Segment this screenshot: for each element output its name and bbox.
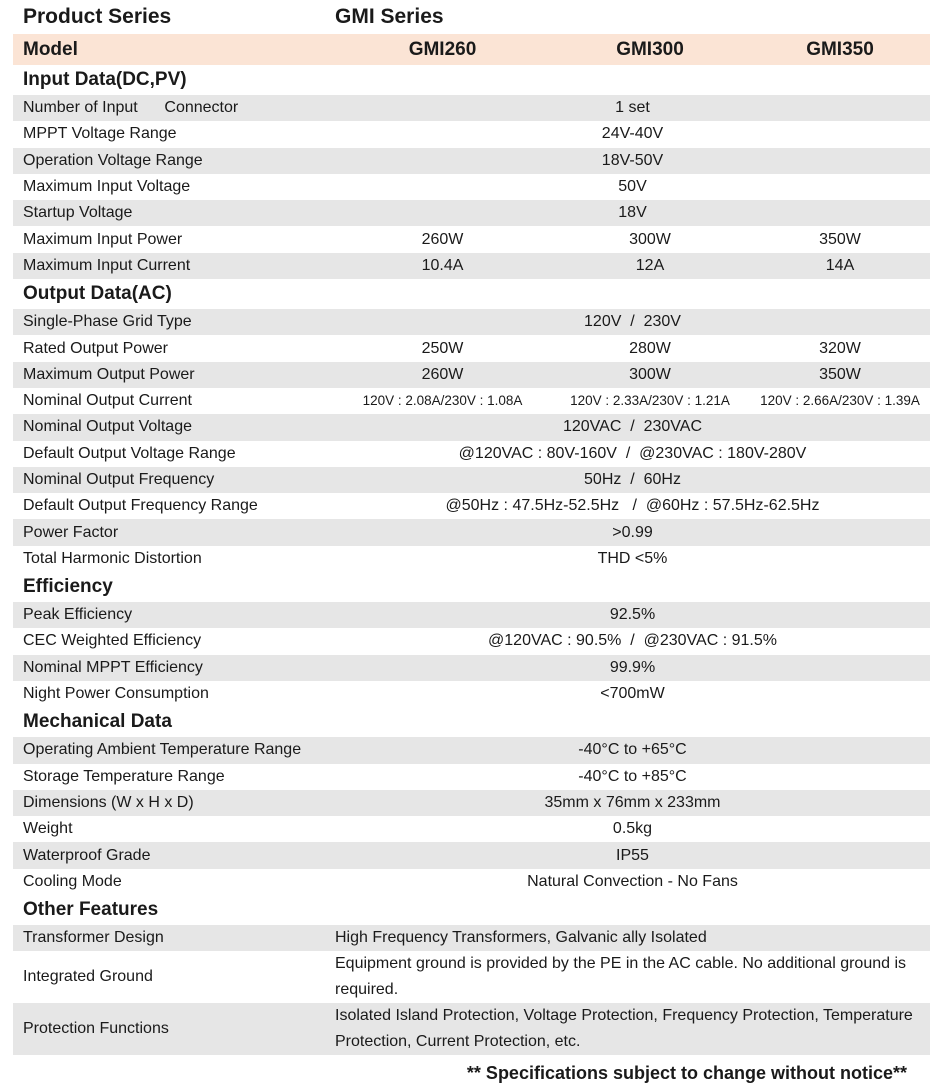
spec-value: @120VAC : 90.5% / @230VAC : 91.5% bbox=[488, 632, 777, 650]
spec-label: MPPT Voltage Range bbox=[23, 125, 177, 143]
model-header-row bbox=[13, 34, 930, 65]
section-title: Efficiency bbox=[23, 576, 113, 598]
section-title: Other Features bbox=[23, 899, 159, 921]
spec-row bbox=[13, 681, 930, 707]
spec-label: Startup Voltage bbox=[23, 204, 133, 222]
spec-value: 120V : 2.66A/230V : 1.39A bbox=[760, 393, 920, 409]
model-gmi260: GMI260 bbox=[408, 38, 477, 60]
spec-label: Operating Ambient Temperature Range bbox=[23, 741, 302, 759]
spec-sheet bbox=[13, 0, 930, 1055]
spec-value: 260W bbox=[421, 230, 464, 248]
spec-label: Nominal MPPT Efficiency bbox=[23, 658, 203, 676]
spec-value: 120V : 2.08A/230V : 1.08A bbox=[362, 393, 523, 409]
spec-value: 14A bbox=[825, 256, 855, 274]
spec-value: 300W bbox=[629, 365, 671, 383]
spec-value: -40°C to +85°C bbox=[578, 767, 687, 785]
spec-label: Nominal Output Frequency bbox=[23, 471, 215, 488]
spec-row bbox=[13, 121, 930, 147]
section-title: Input Data(DC,PV) bbox=[23, 69, 187, 90]
spec-value: 50V bbox=[618, 178, 647, 196]
spec-label: Maximum Output Power bbox=[23, 365, 195, 383]
spec-value: 320W bbox=[819, 339, 861, 357]
spec-label: Default Output Frequency Range bbox=[23, 497, 258, 515]
spec-label: Transformer Design bbox=[23, 929, 164, 947]
spec-row bbox=[13, 200, 930, 226]
section-mechanical-data bbox=[13, 707, 930, 737]
spec-value: 280W bbox=[629, 339, 671, 357]
spec-value: 350W bbox=[819, 365, 861, 383]
spec-label: Night Power Consumption bbox=[23, 685, 209, 703]
spec-value: @50Hz : 47.5Hz-52.5Hz / @60Hz : 57.5Hz-62.5Hz bbox=[445, 497, 820, 515]
spec-label: Operation Voltage Range bbox=[23, 151, 203, 169]
spec-value: 350W bbox=[819, 230, 861, 248]
spec-row bbox=[13, 226, 930, 252]
spec-label: Protection Functions bbox=[23, 1020, 169, 1038]
spec-row bbox=[13, 519, 930, 545]
section-title: Output Data(AC) bbox=[23, 283, 172, 305]
section-other-features bbox=[13, 895, 930, 925]
spec-value: 120V : 2.33A/230V : 1.21A bbox=[570, 393, 730, 409]
spec-row bbox=[13, 764, 930, 790]
spec-row bbox=[13, 628, 930, 654]
model-gmi300: GMI300 bbox=[616, 38, 684, 60]
spec-label: Maximum Input Voltage bbox=[23, 178, 191, 196]
spec-label: Number of Input Connector bbox=[23, 99, 239, 117]
section-output-data bbox=[13, 279, 930, 309]
product-series-label: Product Series bbox=[23, 5, 172, 28]
spec-label: Total Harmonic Distortion bbox=[23, 549, 202, 567]
spec-row bbox=[13, 95, 930, 121]
spec-row bbox=[13, 253, 930, 279]
spec-label: Peak Efficiency bbox=[23, 606, 133, 624]
product-series-row bbox=[13, 0, 930, 34]
spec-row bbox=[13, 816, 930, 842]
spec-value: 250W bbox=[421, 339, 464, 357]
spec-label: Waterproof Grade bbox=[23, 846, 151, 864]
spec-value: 0.5kg bbox=[612, 820, 653, 838]
spec-value: @120VAC : 80V-160V / @230VAC : 180V-280V bbox=[458, 444, 807, 462]
spec-label: Dimensions (W x H x D) bbox=[23, 793, 194, 811]
spec-label: Storage Temperature Range bbox=[23, 767, 225, 785]
spec-row bbox=[13, 309, 930, 335]
spec-label: Nominal Output Current bbox=[23, 392, 192, 410]
spec-row bbox=[13, 842, 930, 868]
spec-value: THD <5% bbox=[597, 549, 668, 567]
spec-row bbox=[13, 602, 930, 628]
spec-row bbox=[13, 925, 930, 951]
spec-value: 18V bbox=[618, 204, 647, 222]
spec-row bbox=[13, 655, 930, 681]
spec-row bbox=[13, 493, 930, 519]
spec-value: 50Hz / 60Hz bbox=[584, 471, 681, 488]
spec-row bbox=[13, 467, 930, 493]
spec-value: >0.99 bbox=[612, 523, 653, 541]
section-input-data bbox=[13, 65, 930, 95]
spec-value: Isolated Island Protection, Voltage Protection, Frequency Protection, Temperature Protection, Current Protection, etc. bbox=[335, 1007, 913, 1051]
spec-label: Cooling Mode bbox=[23, 872, 122, 890]
spec-label: Default Output Voltage Range bbox=[23, 444, 236, 462]
spec-label: Weight bbox=[23, 820, 73, 838]
spec-label: Integrated Ground bbox=[23, 968, 153, 986]
spec-label: Maximum Input Current bbox=[23, 256, 191, 274]
spec-value: 18V-50V bbox=[601, 151, 664, 169]
spec-row bbox=[13, 335, 930, 361]
spec-value: 300W bbox=[629, 230, 671, 248]
spec-value: 35mm x 76mm x 233mm bbox=[544, 793, 721, 811]
model-label: Model bbox=[23, 38, 78, 60]
spec-value: High Frequency Transformers, Galvanic ally Isolated bbox=[335, 929, 707, 947]
spec-value: 10.4A bbox=[421, 256, 464, 274]
spec-value: 99.9% bbox=[609, 658, 656, 676]
spec-value: 120V / 230V bbox=[584, 313, 681, 331]
spec-row bbox=[13, 414, 930, 440]
spec-value: 260W bbox=[421, 365, 464, 383]
spec-value: Natural Convection - No Fans bbox=[527, 872, 738, 890]
spec-row bbox=[13, 441, 930, 467]
spec-value: -40°C to +65°C bbox=[578, 741, 687, 759]
spec-label: Maximum Input Power bbox=[23, 230, 183, 248]
spec-label: Power Factor bbox=[23, 523, 119, 541]
spec-label: Single-Phase Grid Type bbox=[23, 313, 192, 331]
spec-value: 12A bbox=[635, 256, 665, 274]
spec-label: CEC Weighted Efficiency bbox=[23, 632, 202, 650]
section-efficiency bbox=[13, 572, 930, 602]
spec-value: 92.5% bbox=[609, 606, 656, 624]
model-gmi350: GMI350 bbox=[806, 38, 874, 60]
spec-row bbox=[13, 174, 930, 200]
spec-row bbox=[13, 362, 930, 388]
spec-row bbox=[13, 790, 930, 816]
spec-row bbox=[13, 1003, 930, 1055]
spec-row bbox=[13, 869, 930, 895]
section-title: Mechanical Data bbox=[23, 711, 172, 733]
spec-label: Nominal Output Voltage bbox=[23, 418, 192, 436]
spec-value: 1 set bbox=[615, 99, 650, 117]
spec-label: Rated Output Power bbox=[23, 339, 168, 357]
spec-value: IP55 bbox=[616, 846, 649, 864]
spec-row bbox=[13, 737, 930, 763]
spec-value: <700mW bbox=[600, 685, 665, 703]
spec-row bbox=[13, 148, 930, 174]
product-series-value: GMI Series bbox=[335, 5, 444, 28]
spec-row bbox=[13, 951, 930, 1003]
spec-value: Equipment ground is provided by the PE in the AC cable. No additional ground is required. bbox=[335, 955, 907, 999]
spec-value: 120VAC / 230VAC bbox=[562, 418, 703, 436]
spec-row bbox=[13, 388, 930, 414]
spec-row bbox=[13, 546, 930, 572]
spec-value: 24V-40V bbox=[601, 125, 664, 143]
footer-notice: ** Specifications subject to change without notice** bbox=[466, 1063, 907, 1083]
